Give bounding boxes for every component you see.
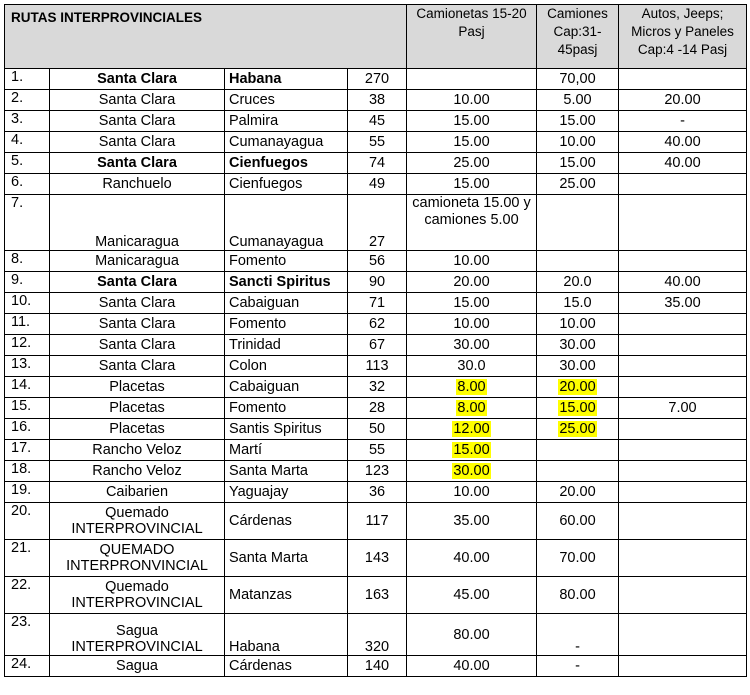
- col-header-camionetas: Camionetas 15-20 Pasj: [407, 5, 537, 69]
- route-origin: Manicaragua: [95, 253, 179, 269]
- price-autos: 35.00: [664, 295, 701, 311]
- table-row: [5, 132, 747, 153]
- price-autos: 7.00: [668, 400, 697, 416]
- table-row: [5, 577, 747, 614]
- price-camiones: 70.00: [559, 550, 596, 566]
- route-distance: 27: [368, 234, 386, 250]
- route-number: 9.: [11, 272, 24, 288]
- route-destination: Fomento: [229, 400, 287, 416]
- price-camiones: 25.00: [559, 176, 596, 192]
- table-row: [5, 251, 747, 272]
- route-origin: Santa Clara: [97, 71, 177, 87]
- routes-table: [4, 4, 747, 677]
- route-origin: Ranchuelo: [102, 176, 172, 192]
- route-destination: Santis Spiritus: [229, 421, 322, 437]
- header-row: [5, 5, 747, 69]
- route-origin: Placetas: [109, 379, 165, 395]
- route-destination: Cabaiguan: [229, 295, 300, 311]
- price-camionetas: 35.00: [453, 513, 490, 529]
- route-origin: Placetas: [109, 421, 165, 437]
- price-camiones: 60.00: [559, 513, 596, 529]
- route-number: 11.: [11, 314, 31, 330]
- price-camionetas: 45.00: [453, 587, 490, 603]
- table-row: [5, 614, 747, 656]
- price-camionetas: 25.00: [453, 155, 490, 171]
- route-origin: Santa Clara: [98, 316, 176, 332]
- table-row: [5, 440, 747, 461]
- price-camiones: 30.00: [559, 358, 596, 374]
- price-camionetas: 10.00: [453, 484, 490, 500]
- price-camiones: 15.00: [559, 400, 596, 416]
- route-destination: Cárdenas: [229, 658, 292, 674]
- route-destination: Fomento: [229, 253, 287, 269]
- route-destination: Fomento: [229, 316, 287, 332]
- route-number: 22.: [11, 577, 32, 593]
- price-autos: 40.00: [664, 274, 701, 290]
- route-distance: 90: [368, 274, 386, 290]
- route-origin: Santa Clara: [98, 337, 176, 353]
- route-distance: 32: [368, 379, 386, 395]
- route-distance: 71: [368, 295, 386, 311]
- route-number: 3.: [11, 111, 24, 127]
- price-camionetas: 30.0: [457, 358, 486, 374]
- price-camionetas: 30.00: [453, 463, 490, 479]
- price-camionetas: 15.00: [453, 442, 490, 458]
- route-number: 1.: [11, 69, 24, 85]
- price-camionetas: 8.00: [457, 400, 486, 416]
- table-row: [5, 293, 747, 314]
- price-camionetas: 40.00: [453, 550, 490, 566]
- route-distance: 28: [368, 400, 386, 416]
- route-destination: Santa Marta: [229, 550, 308, 566]
- route-distance: 140: [364, 658, 390, 674]
- price-camiones: 70,00: [559, 71, 596, 87]
- route-origin: Rancho Veloz: [92, 463, 182, 479]
- table-row: [5, 356, 747, 377]
- price-camiones: -: [575, 658, 580, 674]
- price-camiones: 30.00: [559, 337, 596, 353]
- price-camiones: 20.0: [563, 274, 592, 290]
- route-destination: Martí: [229, 442, 263, 458]
- route-number: 10.: [11, 293, 32, 309]
- route-distance: 56: [368, 253, 386, 269]
- route-number: 6.: [11, 174, 24, 190]
- price-autos: 40.00: [664, 134, 701, 150]
- price-camiones: 5.00: [563, 92, 592, 108]
- price-camiones: 15.00: [559, 155, 596, 171]
- route-destination: Colon: [229, 358, 267, 374]
- table-row: [5, 153, 747, 174]
- route-destination: Cienfuegos: [229, 155, 308, 171]
- route-distance: 38: [368, 92, 386, 108]
- route-origin: Placetas: [109, 400, 165, 416]
- route-destination: Santa Marta: [229, 463, 308, 479]
- col-header-autos: Autos, Jeeps; Micros y Paneles Cap:4 -14 Pasj: [619, 5, 747, 69]
- route-distance: 143: [364, 550, 390, 566]
- table-title: RUTAS INTERPROVINCIALES: [5, 5, 407, 69]
- price-camionetas: 10.00: [453, 253, 490, 269]
- route-distance: 55: [368, 442, 386, 458]
- table-row: [5, 656, 747, 677]
- route-origin: Santa Clara: [98, 134, 176, 150]
- table-body: [5, 69, 747, 677]
- route-number: 15.: [11, 398, 32, 414]
- route-origin: Santa Clara: [98, 113, 176, 129]
- route-distance: 50: [368, 421, 386, 437]
- price-camiones: 20.00: [559, 484, 596, 500]
- route-origin: Quemado INTERPROVINCIAL: [71, 579, 203, 611]
- table-row: [5, 90, 747, 111]
- table-row: [5, 272, 747, 293]
- table-row: [5, 195, 747, 251]
- route-distance: 36: [368, 484, 386, 500]
- route-distance: 62: [368, 316, 386, 332]
- route-distance: 67: [368, 337, 386, 353]
- route-distance: 270: [364, 71, 390, 87]
- price-camionetas: camioneta 15.00 y camiones 5.00: [412, 195, 531, 228]
- route-origin: Santa Clara: [97, 155, 177, 171]
- route-origin: Manicaragua: [95, 234, 179, 250]
- price-camionetas: 40.00: [453, 658, 490, 674]
- route-destination: Cárdenas: [229, 513, 292, 529]
- price-camionetas: 15.00: [453, 295, 490, 311]
- route-destination: Cienfuegos: [229, 176, 303, 192]
- price-camiones: 15.0: [563, 295, 592, 311]
- route-number: 8.: [11, 251, 24, 267]
- route-distance: 163: [364, 587, 390, 603]
- route-number: 2.: [11, 90, 24, 106]
- table-row: [5, 482, 747, 503]
- route-distance: 74: [368, 155, 386, 171]
- route-destination: Habana: [229, 639, 280, 655]
- route-number: 24.: [11, 656, 32, 672]
- route-distance: 55: [368, 134, 386, 150]
- price-camionetas: 20.00: [453, 274, 490, 290]
- price-camionetas: 15.00: [453, 176, 490, 192]
- route-destination: Matanzas: [229, 587, 292, 603]
- route-origin: Sagua INTERPROVINCIAL: [71, 623, 203, 655]
- route-number: 13.: [11, 356, 32, 372]
- price-autos: 40.00: [664, 155, 701, 171]
- route-origin: Santa Clara: [98, 92, 176, 108]
- table-row: [5, 419, 747, 440]
- table-row: [5, 398, 747, 419]
- route-number: 20.: [11, 503, 32, 519]
- price-camionetas: 10.00: [453, 92, 490, 108]
- route-distance: 49: [368, 176, 386, 192]
- route-distance: 123: [364, 463, 390, 479]
- price-autos: -: [680, 113, 685, 129]
- route-number: 5.: [11, 153, 24, 169]
- price-camiones: 20.00: [559, 379, 596, 395]
- price-camiones: 10.00: [559, 316, 596, 332]
- route-distance: 113: [365, 358, 389, 374]
- route-origin: Rancho Veloz: [92, 442, 182, 458]
- table-row: [5, 111, 747, 132]
- route-origin: Quemado INTERPROVINCIAL: [71, 505, 203, 537]
- route-destination: Cumanayagua: [229, 234, 324, 250]
- table-row: [5, 335, 747, 356]
- table-row: [5, 314, 747, 335]
- route-number: 17.: [11, 440, 32, 456]
- route-destination: Palmira: [229, 113, 279, 129]
- route-number: 21.: [11, 540, 32, 556]
- table-row: [5, 461, 747, 482]
- table-row: [5, 69, 747, 90]
- price-camionetas: 80.00: [453, 626, 490, 643]
- price-camiones: 80.00: [559, 587, 596, 603]
- route-destination: Trinidad: [229, 337, 281, 353]
- price-autos: 20.00: [664, 92, 701, 108]
- route-origin: Sagua: [116, 658, 158, 674]
- route-number: 12.: [11, 335, 32, 351]
- price-camionetas: 8.00: [457, 379, 486, 395]
- price-camiones: 15.00: [559, 113, 596, 129]
- route-destination: Yaguajay: [229, 484, 289, 500]
- table-row: [5, 377, 747, 398]
- route-number: 19.: [11, 482, 32, 498]
- col-header-camiones: Camiones Cap:31-45pasj: [537, 5, 619, 69]
- table-row: [5, 174, 747, 195]
- route-number: 18.: [11, 461, 32, 477]
- route-origin: Santa Clara: [98, 358, 176, 374]
- price-camionetas: 15.00: [453, 134, 490, 150]
- route-destination: Cumanayagua: [229, 134, 324, 150]
- route-destination: Cabaiguan: [229, 379, 300, 395]
- route-number: 16.: [11, 419, 32, 435]
- route-number: 23.: [11, 614, 32, 630]
- route-destination: Habana: [229, 71, 282, 87]
- route-origin: Santa Clara: [98, 295, 176, 311]
- route-number: 4.: [11, 132, 24, 148]
- price-camionetas: 30.00: [453, 337, 490, 353]
- route-number: 7.: [11, 195, 24, 211]
- price-camiones: -: [575, 639, 580, 655]
- route-destination: Sancti Spiritus: [229, 274, 331, 290]
- table-row: [5, 503, 747, 540]
- route-origin: Caibarien: [105, 484, 169, 500]
- route-distance: 320: [364, 639, 390, 655]
- price-camiones: 25.00: [559, 421, 596, 437]
- route-origin: QUEMADO INTERPRONVINCIAL: [66, 542, 208, 574]
- route-number: 14.: [11, 377, 32, 393]
- price-camionetas: 12.00: [453, 421, 490, 437]
- route-distance: 45: [368, 113, 386, 129]
- route-destination: Cruces: [229, 92, 275, 108]
- price-camionetas: 10.00: [453, 316, 490, 332]
- table-row: [5, 540, 747, 577]
- route-origin: Santa Clara: [97, 274, 177, 290]
- route-distance: 117: [365, 513, 389, 529]
- price-camionetas: 15.00: [453, 113, 490, 129]
- price-camiones: 10.00: [559, 134, 596, 150]
